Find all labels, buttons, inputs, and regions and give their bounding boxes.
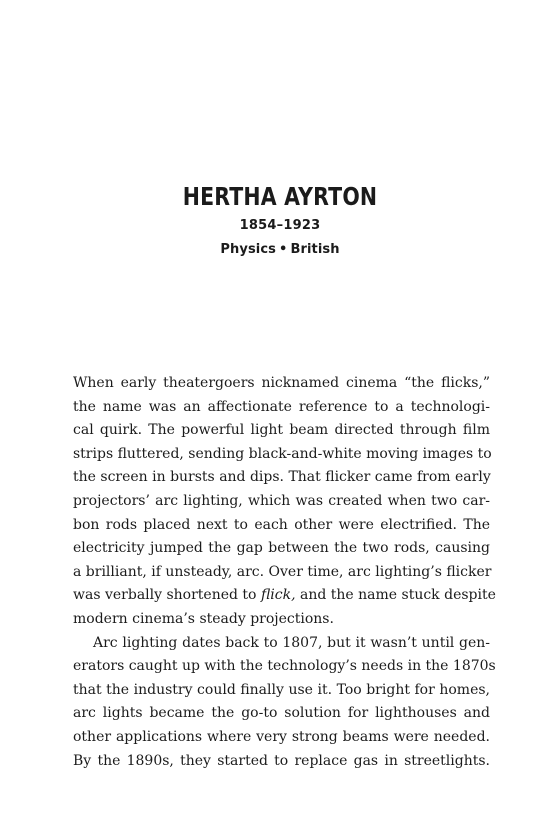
text-line: a brilliant, if unsteady, arc. Over time, arc lighting’s flicker: [73, 563, 492, 580]
text-line: By the 1890s, they started to replace gas in streetlights.: [73, 752, 490, 769]
paragraph-2: [73, 632, 496, 774]
discipline-label: Physics: [220, 242, 277, 257]
paragraph-1: [73, 372, 496, 632]
text-line: other applications where very strong beams were needed.: [73, 728, 490, 745]
text-line: When early theatergoers nicknamed cinema “the flicks,”: [73, 375, 490, 391]
text-line: erators caught up with the technology’s needs in the 1870s: [73, 658, 496, 675]
text-line: projectors’ arc lighting, which was created when two car-: [73, 492, 490, 509]
text-line: strips fluttered, sending black-and-white moving images to: [73, 445, 492, 462]
chapter-header: [0, 181, 560, 258]
text-line: cal quirk. The powerful light beam directed through film: [73, 422, 490, 439]
text-line: Arc lighting dates back to 1807, but it wasn’t until gen-: [93, 634, 490, 651]
life-years: 1854–1923: [239, 218, 321, 233]
text-line: arc lights became the go-to solution for lighthouses and: [73, 705, 490, 722]
italic-word: flick,: [260, 587, 296, 604]
text-line-with-italic: [73, 584, 496, 608]
body-text: [73, 372, 496, 773]
text-line: the name was an affectionate reference to a technologi-: [73, 398, 490, 415]
text-line: bon rods placed next to each other were electrified. The: [73, 516, 490, 533]
text-line: that the industry could finally use it. Too bright for homes,: [73, 681, 490, 698]
text-line: modern cinema’s steady projections.: [73, 610, 334, 627]
text-segment: and the name stuck despite: [299, 587, 496, 604]
text-line: electricity jumped the gap between the two rods, causing: [73, 540, 490, 557]
bullet-separator: •: [279, 242, 288, 257]
nationality-label: British: [290, 242, 340, 257]
text-line: the screen in bursts and dips. That flicker came from early: [73, 469, 491, 486]
discipline-nationality: [0, 242, 560, 258]
text-segment: was verbally shortened to: [73, 587, 257, 604]
page-title: HERTHA AYRTON: [182, 182, 378, 211]
